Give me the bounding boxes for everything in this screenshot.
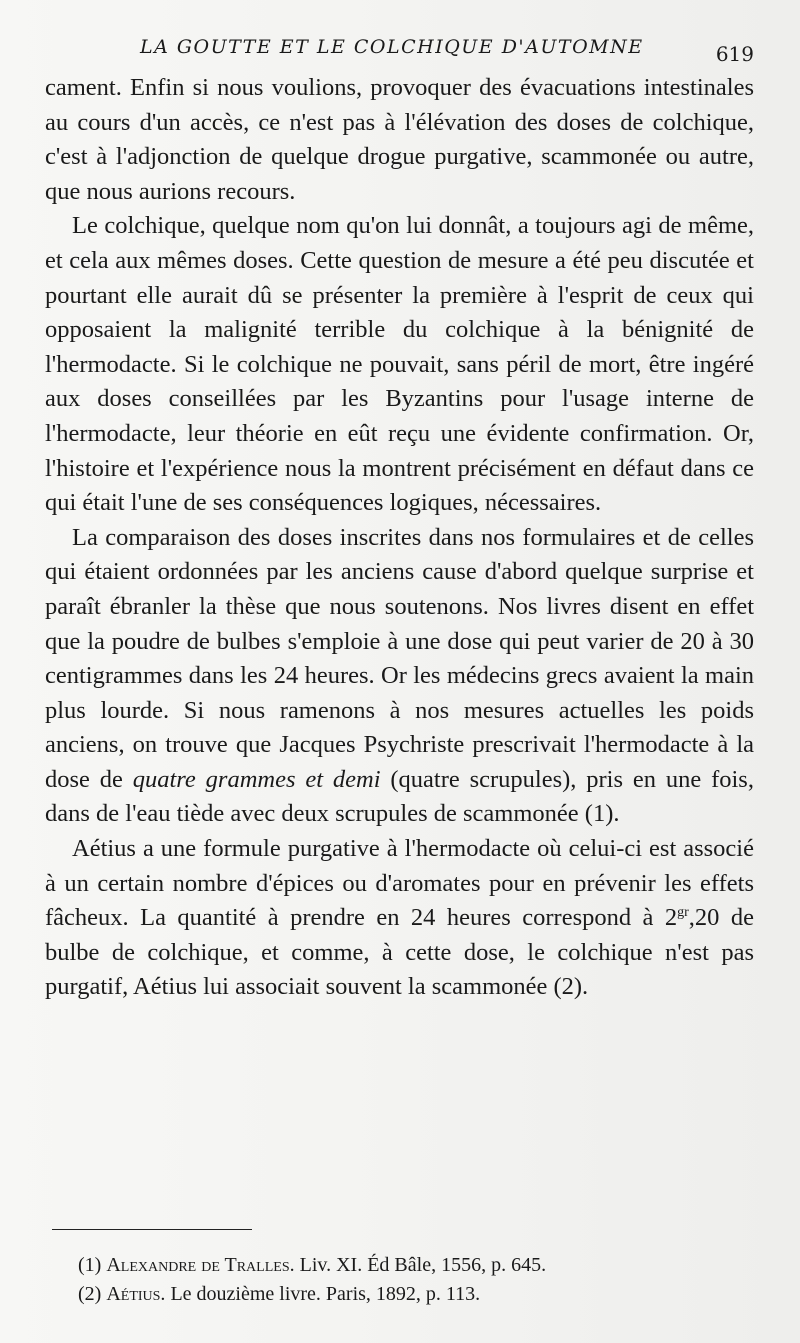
page-number: 619 bbox=[715, 42, 754, 66]
paragraph-text: cament. Enfin si nous voulions, provoquer des évacuations intestinales au cours d'un accès, ce n'est pas à l'élévation des doses de colchique, c'est à l'adjonction de quelque drogue purgative, scammonée ou autre, que nous aurions recours. bbox=[45, 74, 754, 205]
paragraph-text-before: La comparaison des doses inscrites dans nos formulaires et de celles qui étaient ordonnées par les anciens cause d'abord quelque surprise et paraît ébranler la thèse que nous soutenons. Nos livres disent en effet que la poudre de bulbes s'emploie à une dose qui peut varier de 20 à 30 centigrammes dans les 24 heures. Or les médecins grecs avaient la main plus lourde. Si nous ramenons à nos mesures actuelles les poids anciens, on trouve que Jacques Psychriste prescrivait l'hermodacte à la dose de bbox=[45, 523, 754, 793]
paragraph-text: Le colchique, quelque nom qu'on lui donnât, a toujours agi de même, et cela aux mêmes doses. Cette question de mesure a été peu discutée et pourtant elle aurait dû se présenter la première à l'esprit de ceux qui opposaient la malignité terrible du colchique à la bénignité de l'hermodacte. Si le colchique ne pouvait, sans péril de mort, être ingéré aux doses conseillées par les Byzantins pour l'usage interne de l'hermodacte, leur théorie en eût reçu une évidente confirmation. Or, l'histoire et l'expérience nous la montrent précisément en défaut dans ce qui était l'une de ses conséquences logiques, nécessaires. bbox=[45, 212, 754, 517]
footnote-author: Aétius. bbox=[106, 1283, 166, 1305]
paragraph-continuation bbox=[45, 71, 754, 209]
paragraph-aetius bbox=[45, 832, 754, 1005]
paragraph-text-before: Aétius a une formule purgative à l'hermodacte où celui-ci est associé à un certain nombre d'épices ou d'aromates pour en prévenir les effets fâcheux. La quantité à prendre en 24 heures correspond à 2 bbox=[45, 835, 754, 932]
footnote-1 bbox=[78, 1251, 754, 1280]
paragraph-text-after: ,20 de bulbe de colchique, et comme, à cette dose, le colchique n'est pas purgatif, Aétius lui associait souvent la scammonée (2). bbox=[45, 904, 754, 1001]
footnote-marker: (1) bbox=[78, 1254, 102, 1276]
paragraph-text-after: (quatre scrupules), pris en une fois, dans de l'eau tiède avec deux scrupules de scammonée (1). bbox=[45, 765, 754, 828]
footnote-divider bbox=[52, 1229, 252, 1230]
running-title: LA GOUTTE ET LE COLCHIQUE D'AUTOMNE bbox=[140, 36, 644, 58]
body-text bbox=[45, 71, 754, 1005]
running-head bbox=[45, 36, 754, 66]
footnote-author: Alexandre de Tralles. bbox=[106, 1254, 295, 1276]
footnote-reference: Le douzième livre. Paris, 1892, p. 113. bbox=[165, 1283, 481, 1305]
footnotes bbox=[78, 1251, 754, 1309]
footnote-reference: Liv. XI. Éd Bâle, 1556, p. 645. bbox=[294, 1254, 547, 1276]
italic-phrase: quatre grammes et demi bbox=[132, 765, 381, 793]
footnote-2 bbox=[78, 1280, 754, 1309]
superscript-unit: gr bbox=[677, 905, 689, 921]
paragraph-comparison bbox=[45, 521, 754, 832]
paragraph-colchique-doses bbox=[45, 209, 754, 520]
footnote-marker: (2) bbox=[78, 1283, 102, 1305]
